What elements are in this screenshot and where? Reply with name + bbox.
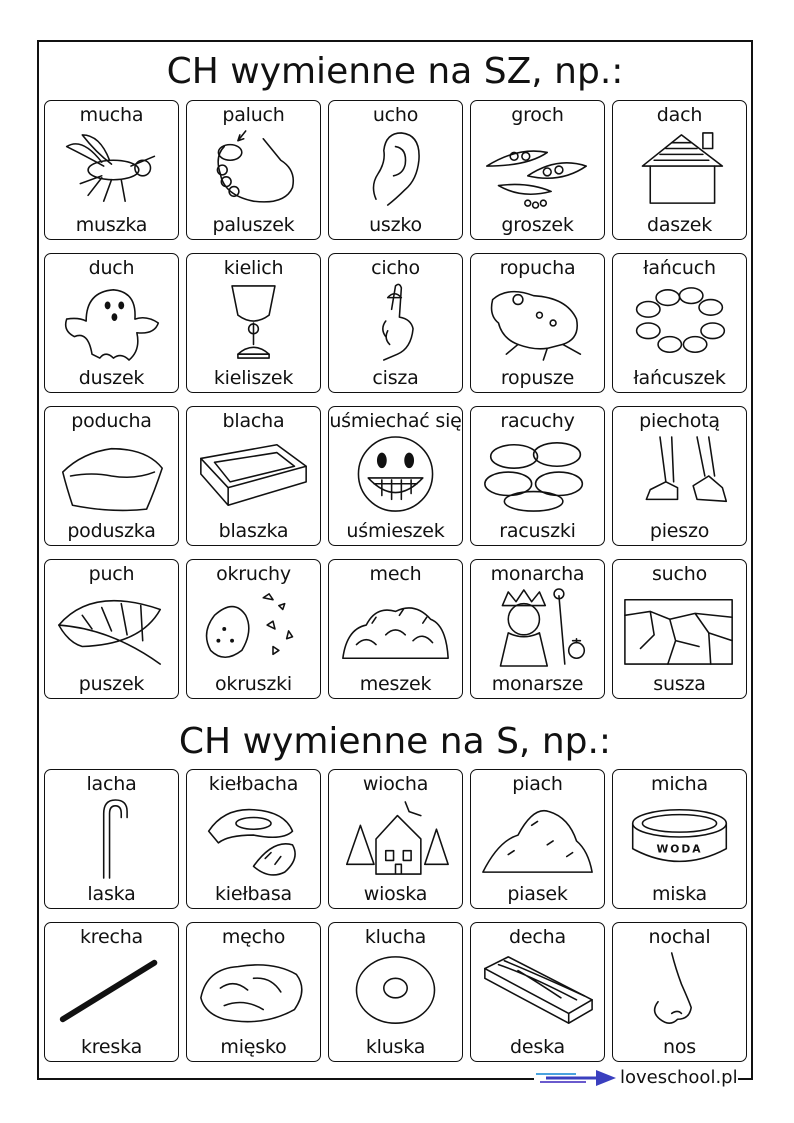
brand-logo (536, 1066, 738, 1090)
word-ch: blacha (222, 410, 285, 432)
word-card (612, 253, 747, 393)
word-sz: wioska (363, 883, 428, 905)
word-ch: sucho (651, 563, 708, 585)
word-card (612, 100, 747, 240)
toad-icon (479, 280, 596, 364)
baking-tray-icon (195, 433, 312, 517)
word-card (186, 559, 321, 699)
word-card (470, 769, 605, 909)
chalice-icon (195, 280, 312, 364)
word-sz: cisza (372, 367, 419, 389)
word-ch: dach (656, 104, 703, 126)
word-ch: piechotą (639, 410, 720, 432)
king-icon (479, 586, 596, 670)
word-ch: mech (369, 563, 422, 585)
word-sz: monarsze (491, 673, 584, 695)
word-sz: duszek (78, 367, 145, 389)
word-ch: ucho (372, 104, 419, 126)
word-sz: blaszka (218, 520, 289, 542)
word-sz: groszek (501, 214, 574, 236)
word-card (44, 406, 179, 546)
frame-bottom-line (37, 1078, 534, 1080)
word-card (186, 922, 321, 1062)
sand-pile-icon (479, 796, 596, 880)
word-card (470, 406, 605, 546)
word-ch: monarcha (490, 563, 585, 585)
word-sz: paluszek (212, 214, 295, 236)
word-ch: paluch (222, 104, 285, 126)
nose-icon (621, 949, 738, 1033)
word-sz: kiełbasa (214, 883, 293, 905)
word-card (44, 100, 179, 240)
word-sz: susza (653, 673, 706, 695)
word-card (186, 769, 321, 909)
word-card (612, 559, 747, 699)
word-sz: kluska (365, 1036, 426, 1058)
word-ch: nochal (648, 926, 711, 948)
ear-icon (337, 127, 454, 211)
word-sz: okruszki (214, 673, 293, 695)
word-ch: racuchy (500, 410, 575, 432)
word-sz: meszek (359, 673, 432, 695)
word-ch: lacha (86, 773, 137, 795)
word-sz: piasek (507, 883, 568, 905)
word-card (470, 559, 605, 699)
word-sz: laska (87, 883, 136, 905)
word-card (470, 922, 605, 1062)
word-sz: uszko (369, 214, 422, 236)
peas-icon (479, 127, 596, 211)
word-ch: klucha (364, 926, 427, 948)
cookie-crumbs-icon (195, 586, 312, 670)
word-card (186, 253, 321, 393)
word-ch: puch (88, 563, 135, 585)
word-ch: groch (511, 104, 564, 126)
word-card (470, 100, 605, 240)
walking-legs-icon (621, 433, 738, 517)
village-icon (337, 796, 454, 880)
word-card (328, 769, 463, 909)
word-card (470, 253, 605, 393)
word-ch: piach (512, 773, 563, 795)
arrow-logo-icon (536, 1066, 620, 1090)
plank-icon (479, 949, 596, 1033)
word-card (44, 769, 179, 909)
word-ch: decha (509, 926, 566, 948)
line-icon (53, 949, 170, 1033)
word-ch: łańcuch (643, 257, 716, 279)
card-grid-sz (44, 100, 750, 699)
word-sz: muszka (75, 214, 148, 236)
word-card (612, 769, 747, 909)
word-card (328, 253, 463, 393)
section-title-sz: CH wymienne na SZ, np.: (166, 51, 624, 92)
meat-icon (195, 949, 312, 1033)
word-sz: kreska (80, 1036, 143, 1058)
word-card (328, 406, 463, 546)
word-sz: ropusze (500, 367, 575, 389)
word-ch: micha (651, 773, 708, 795)
feather-icon (53, 586, 170, 670)
word-sz: nos (663, 1036, 696, 1058)
word-card (44, 922, 179, 1062)
word-ch: kielich (223, 257, 284, 279)
cane-icon (53, 796, 170, 880)
smiley-icon (337, 433, 454, 517)
word-sz: puszek (78, 673, 145, 695)
cracked-ground-icon (621, 586, 738, 670)
word-sz: deska (510, 1036, 565, 1058)
word-sz: racuszki (499, 520, 576, 542)
word-card (612, 922, 747, 1062)
pillow-icon (53, 433, 170, 517)
word-ch: wiocha (362, 773, 429, 795)
word-ch: okruchy (216, 563, 291, 585)
word-sz: łańcuszek (633, 367, 726, 389)
word-ch: mucha (79, 104, 144, 126)
word-card (612, 406, 747, 546)
word-card (328, 100, 463, 240)
word-sz: poduszka (67, 520, 156, 542)
moss-icon (337, 586, 454, 670)
word-ch: kiełbacha (208, 773, 299, 795)
word-sz: miska (652, 883, 707, 905)
bowl-icon (621, 796, 738, 880)
word-card (44, 253, 179, 393)
word-sz: kieliszek (213, 367, 294, 389)
word-ch: duch (88, 257, 135, 279)
sausage-icon (195, 796, 312, 880)
svg-text:WODA: WODA (656, 842, 703, 856)
word-card (328, 922, 463, 1062)
fly-icon (53, 127, 170, 211)
word-ch: ropucha (499, 257, 576, 279)
frame-bottom-line (738, 1078, 753, 1080)
brand-name: loveschool.pl (620, 1067, 738, 1088)
word-card (186, 100, 321, 240)
foot-icon (195, 127, 312, 211)
dumpling-icon (337, 949, 454, 1033)
word-sz: uśmieszek (346, 520, 445, 542)
word-sz: mięsko (220, 1036, 287, 1058)
word-ch: cicho (371, 257, 420, 279)
word-card (44, 559, 179, 699)
pancakes-icon (479, 433, 596, 517)
ghost-icon (53, 280, 170, 364)
word-ch: męcho (221, 926, 286, 948)
word-card (328, 559, 463, 699)
roof-icon (621, 127, 738, 211)
word-ch: uśmiechać się (329, 410, 462, 432)
card-grid-s (44, 769, 750, 1062)
word-card (186, 406, 321, 546)
hush-finger-icon (337, 280, 454, 364)
word-sz: pieszo (649, 520, 710, 542)
section-title-s: CH wymienne na S, np.: (178, 721, 612, 762)
chain-icon (621, 280, 738, 364)
word-sz: daszek (646, 214, 713, 236)
word-ch: poducha (71, 410, 152, 432)
word-ch: krecha (79, 926, 144, 948)
